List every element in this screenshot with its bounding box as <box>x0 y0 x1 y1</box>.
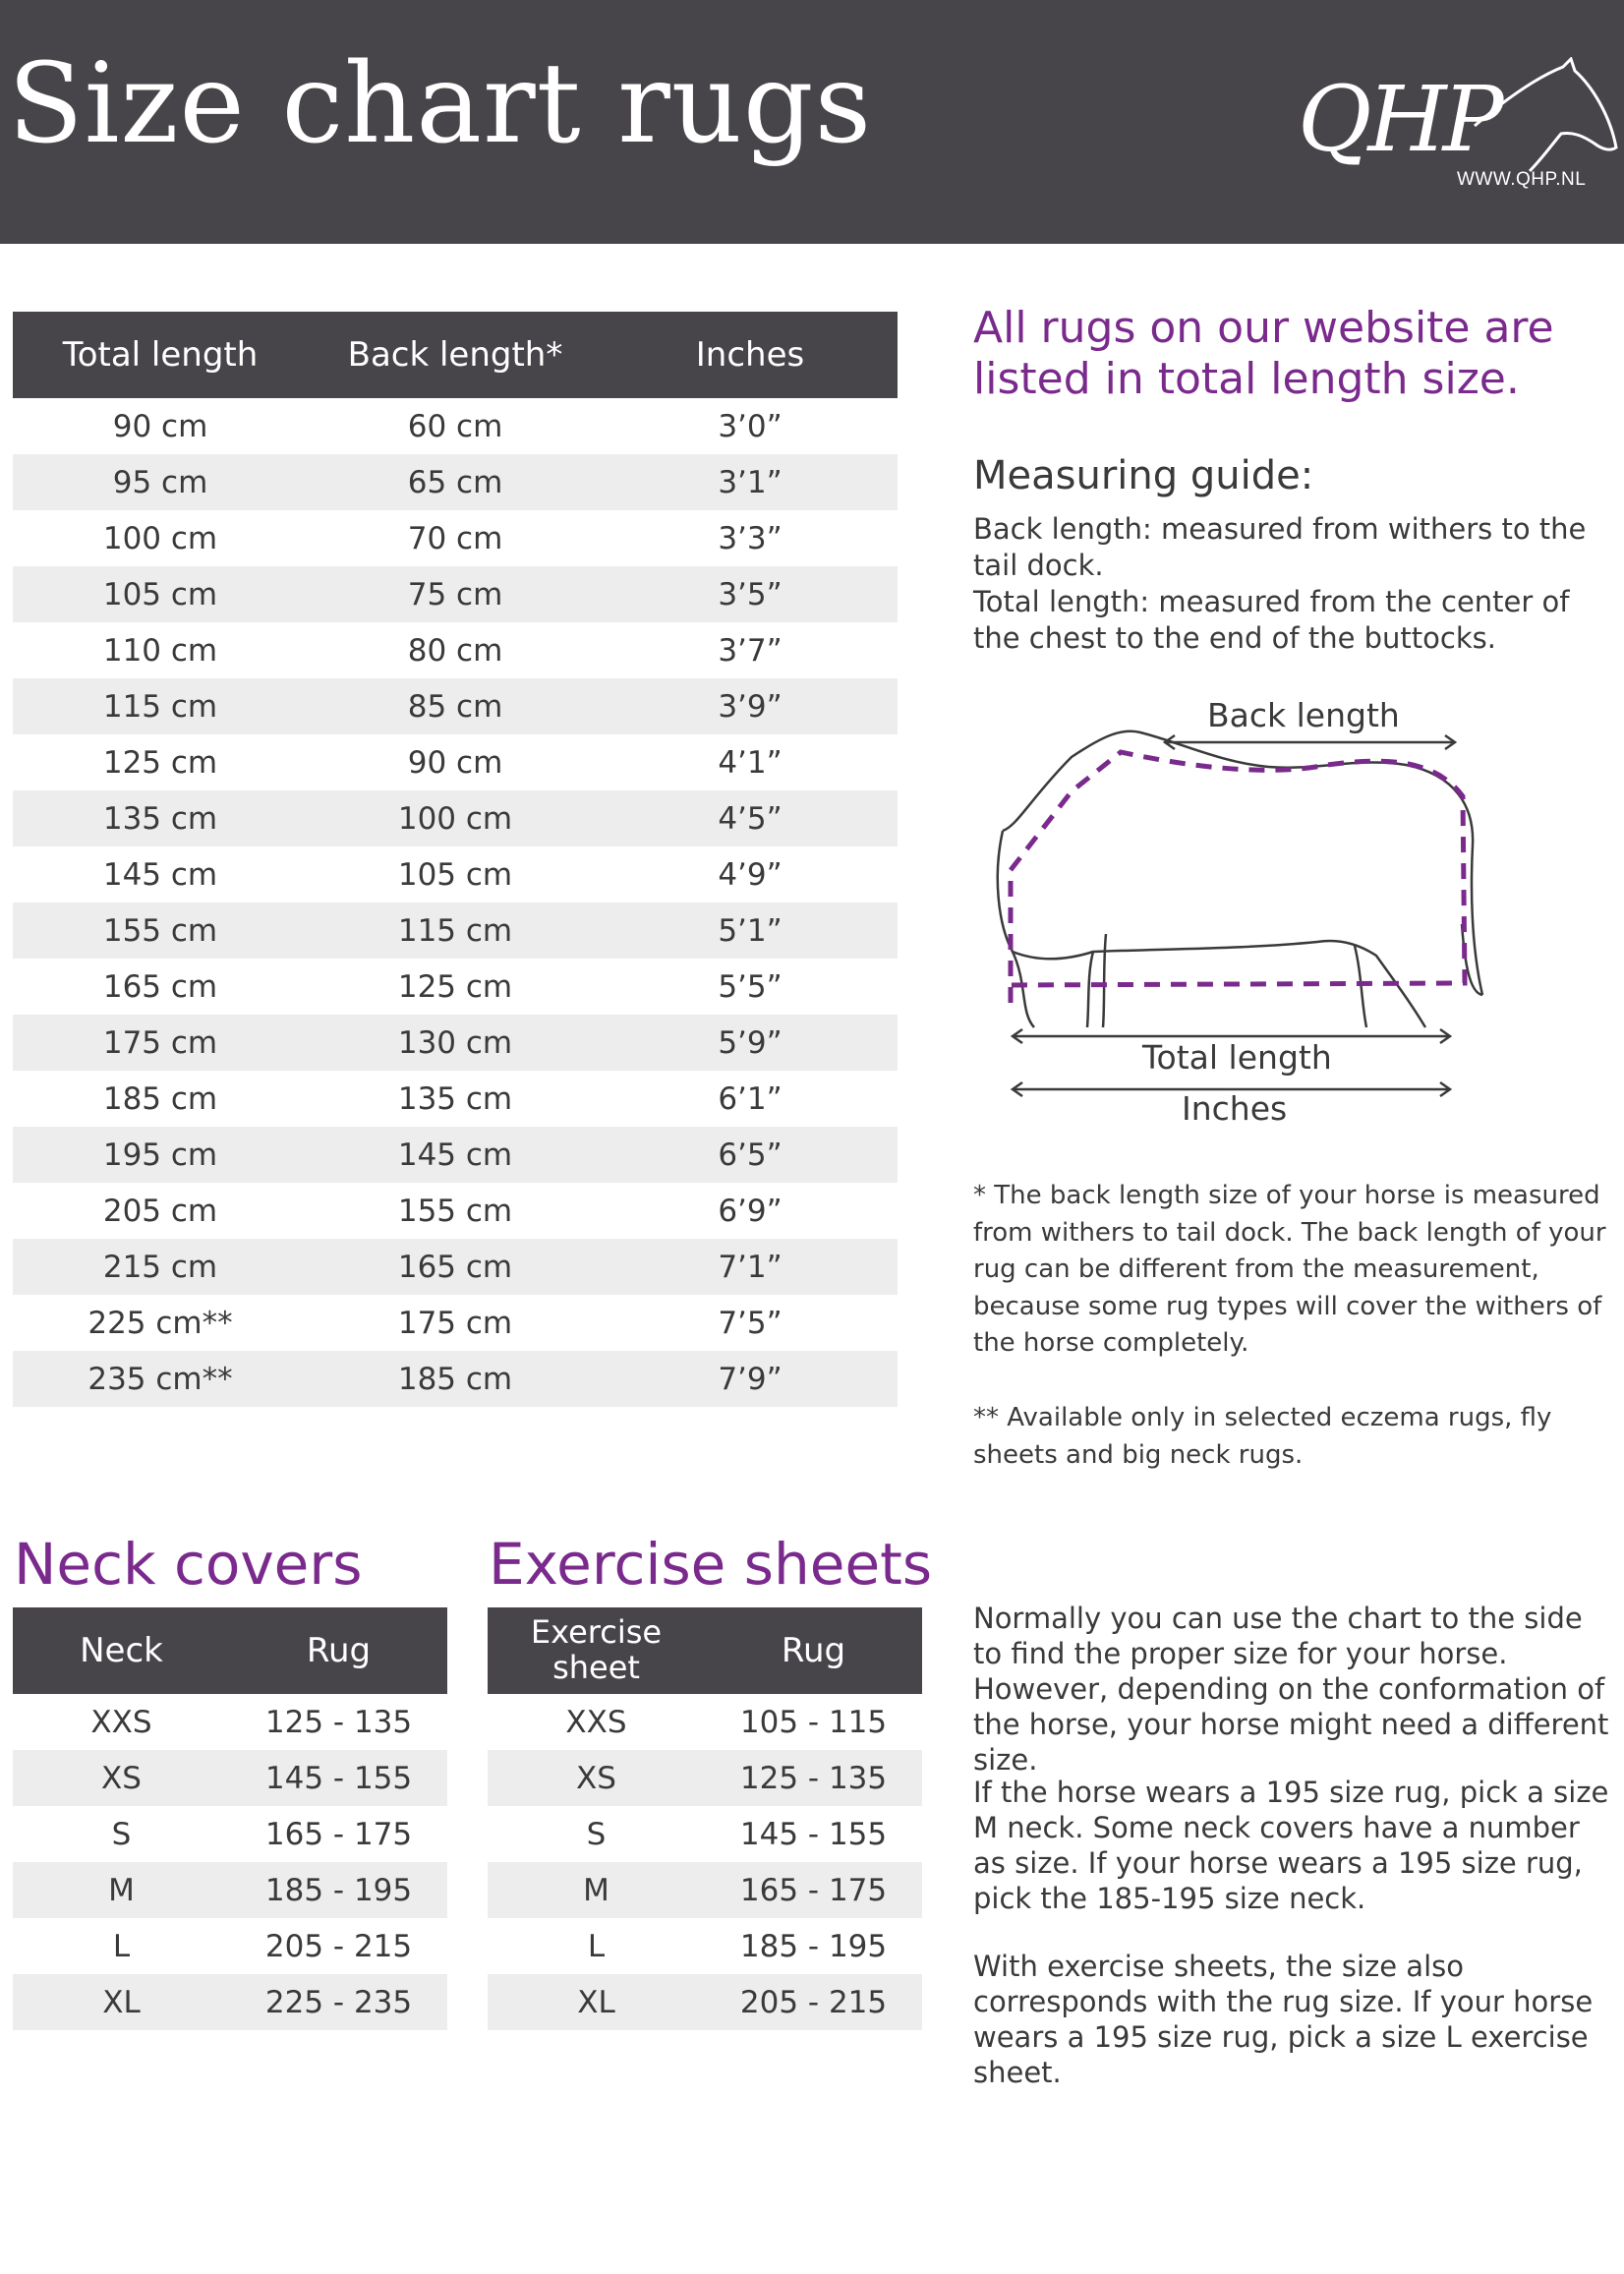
table-row <box>13 1974 447 2030</box>
rug-size-table <box>13 312 898 1407</box>
table-row <box>13 1750 447 1806</box>
table-cell: 3’1” <box>603 454 898 510</box>
table-cell: 205 - 215 <box>264 1928 413 1964</box>
table-row <box>488 1918 922 1974</box>
table-cell: 70 cm <box>407 520 503 556</box>
table-row <box>13 1918 447 1974</box>
table-cell: 110 cm <box>102 632 218 669</box>
table-cell: 175 cm <box>397 1305 513 1341</box>
header-rug: Rug <box>230 1607 447 1694</box>
website-size-note: All rugs on our website are listed in total length size. <box>973 303 1554 404</box>
table-cell: 165 - 175 <box>705 1862 922 1918</box>
table-cell: 125 cm <box>397 968 513 1005</box>
table-cell: 5’5” <box>718 968 783 1005</box>
table-cell: 235 cm** <box>13 1351 308 1407</box>
table-cell: M <box>488 1862 705 1918</box>
measuring-guide-text <box>973 511 1612 657</box>
table-cell: 165 cm <box>102 968 218 1005</box>
neck-covers-title: Neck covers <box>14 1531 363 1598</box>
horse-measuring-diagram <box>973 688 1484 1140</box>
table-cell: XXS <box>90 1704 152 1740</box>
table-cell: 80 cm <box>407 632 503 669</box>
table-cell: 155 cm <box>397 1193 513 1229</box>
table-cell: 145 - 155 <box>739 1816 888 1852</box>
table-cell: 100 cm <box>102 520 218 556</box>
availability-footnote-text: ** Available only in selected eczema rugs, fly sheets and big neck rugs. <box>973 1403 1552 1470</box>
guide-back-length: Back length: measured from withers to the tail dock. <box>973 512 1587 582</box>
table-cell: 65 cm <box>308 454 603 510</box>
table-row <box>13 790 898 846</box>
table-cell: 3’5” <box>603 566 898 622</box>
table-row <box>13 622 898 678</box>
diagram-inches-label: Inches <box>1182 1089 1288 1128</box>
table-row <box>13 454 898 510</box>
table-row <box>13 846 898 903</box>
table-cell: 145 - 155 <box>230 1750 447 1806</box>
table-header-row <box>13 312 898 398</box>
table-row <box>13 1351 898 1407</box>
header-neck: Neck <box>13 1607 230 1694</box>
table-row <box>13 1127 898 1183</box>
header-rug: Rug <box>705 1607 922 1694</box>
page-title: Size chart rugs <box>8 40 873 168</box>
table-row <box>13 959 898 1015</box>
table-cell: 185 - 195 <box>230 1862 447 1918</box>
exercise-sheets-table <box>488 1607 922 2030</box>
table-cell: 145 cm <box>102 856 218 893</box>
table-cell: 3’3” <box>718 520 783 556</box>
diagram-back-length-label: Back length <box>1207 696 1400 734</box>
table-cell: 130 cm <box>308 1015 603 1071</box>
table-row <box>13 1183 898 1239</box>
table-cell: 145 cm <box>308 1127 603 1183</box>
table-cell: 6’9” <box>718 1193 783 1229</box>
table-row <box>13 903 898 959</box>
table-row <box>13 1239 898 1295</box>
table-row <box>13 678 898 734</box>
table-cell: 185 cm <box>102 1080 218 1117</box>
table-cell: 115 cm <box>308 903 603 959</box>
qhp-logo <box>1298 57 1622 204</box>
table-cell: XL <box>13 1974 230 2030</box>
table-cell: 165 - 175 <box>264 1816 413 1852</box>
table-cell: M <box>13 1862 230 1918</box>
guide-total-length: Total length: measured from the center of the chest to the end of the buttocks. <box>973 585 1570 655</box>
table-row <box>13 1694 447 1750</box>
table-cell: 60 cm <box>407 408 503 444</box>
diagram-total-length-label: Total length <box>1142 1038 1332 1077</box>
table-cell: 205 - 215 <box>705 1974 922 2030</box>
table-cell: 75 cm <box>308 566 603 622</box>
table-row <box>13 1015 898 1071</box>
advice-neck <box>973 1775 1612 1916</box>
neck-covers-table <box>13 1607 447 2030</box>
table-cell: 155 cm <box>13 903 308 959</box>
table-cell: 3’7” <box>718 632 783 669</box>
advice-general-text: Normally you can use the chart to the side to find the proper size for your horse. However, depending on the conformation of the horse, your horse might need a different size. <box>973 1602 1609 1777</box>
table-row <box>488 1750 922 1806</box>
table-cell: 90 cm <box>112 408 208 444</box>
table-cell: 95 cm <box>13 454 308 510</box>
table-cell: L <box>587 1928 606 1964</box>
availability-footnote <box>973 1400 1612 1474</box>
table-cell: 105 cm <box>13 566 308 622</box>
table-row <box>13 1806 447 1862</box>
logo-url: WWW.QHP.NL <box>1457 169 1587 190</box>
advice-general <box>973 1601 1612 1778</box>
table-cell: XS <box>488 1750 705 1806</box>
table-cell: 90 cm <box>407 744 503 781</box>
header-exercise-sheet <box>488 1607 705 1694</box>
table-cell: 125 - 135 <box>264 1704 413 1740</box>
table-cell: 105 - 115 <box>739 1704 888 1740</box>
advice-exercise-text: With exercise sheets, the size also corresponds with the rug size. If your horse wears a 195 size rug, pick a size L exercise sheet. <box>973 1950 1594 2089</box>
back-length-footnote <box>973 1178 1612 1363</box>
table-cell: 185 cm <box>308 1351 603 1407</box>
advice-exercise <box>973 1949 1612 2090</box>
header-bar <box>0 0 1624 244</box>
table-row <box>488 1694 922 1750</box>
back-length-footnote-text: * The back length size of your horse is measured from withers to tail dock. The back length of your rug can be different from the measurement, because some rug types will cover the withers of the horse completely. <box>973 1181 1606 1358</box>
exercise-sheets-title: Exercise sheets <box>489 1531 933 1598</box>
measuring-guide-title: Measuring guide: <box>973 453 1314 498</box>
table-cell: L <box>112 1928 131 1964</box>
advice-neck-text: If the horse wears a 195 size rug, pick a size M neck. Some neck covers have a number as size. If your horse wears a 195 size rug, pick the 185-195 size neck. <box>973 1776 1609 1915</box>
table-row <box>488 1862 922 1918</box>
header-inches: Inches <box>603 312 898 398</box>
table-cell: S <box>586 1816 607 1852</box>
table-cell: 225 - 235 <box>230 1974 447 2030</box>
table-cell: 7’9” <box>603 1351 898 1407</box>
table-cell: 7’5” <box>718 1305 783 1341</box>
table-cell: 6’1” <box>718 1080 783 1117</box>
table-header-row <box>13 1607 447 1694</box>
table-cell: S <box>111 1816 132 1852</box>
table-cell: 165 cm <box>308 1239 603 1295</box>
table-cell: 195 cm <box>13 1127 308 1183</box>
table-cell: 4’9” <box>718 856 783 893</box>
table-cell: 105 cm <box>397 856 513 893</box>
table-cell: XS <box>13 1750 230 1806</box>
table-cell: 125 - 135 <box>705 1750 922 1806</box>
table-cell: XXS <box>565 1704 627 1740</box>
table-cell: 4’1” <box>718 744 783 781</box>
table-cell: 135 cm <box>397 1080 513 1117</box>
table-row <box>13 398 898 454</box>
table-row <box>13 566 898 622</box>
table-cell: 85 cm <box>308 678 603 734</box>
table-cell: 185 - 195 <box>739 1928 888 1964</box>
table-cell: 3’0” <box>718 408 783 444</box>
table-cell: XL <box>488 1974 705 2030</box>
table-cell: 6’5” <box>603 1127 898 1183</box>
table-row <box>13 1071 898 1127</box>
table-row <box>13 734 898 790</box>
table-row <box>13 1862 447 1918</box>
table-cell: 5’1” <box>603 903 898 959</box>
table-cell: 175 cm <box>13 1015 308 1071</box>
table-row <box>13 510 898 566</box>
table-cell: 100 cm <box>308 790 603 846</box>
header-total-length: Total length <box>13 312 308 398</box>
table-cell: 205 cm <box>102 1193 218 1229</box>
table-cell: 5’9” <box>603 1015 898 1071</box>
table-cell: 125 cm <box>102 744 218 781</box>
table-row <box>488 1974 922 2030</box>
table-cell: 215 cm <box>13 1239 308 1295</box>
table-row <box>13 1295 898 1351</box>
header-back-length: Back length* <box>308 312 603 398</box>
table-cell: 225 cm** <box>87 1305 233 1341</box>
header-exercise-sheet-label: Exercise sheet <box>530 1613 663 1686</box>
table-header-row <box>488 1607 922 1694</box>
table-cell: 3’9” <box>603 678 898 734</box>
table-cell: 4’5” <box>603 790 898 846</box>
table-row <box>488 1806 922 1862</box>
table-cell: 115 cm <box>13 678 308 734</box>
logo-text: QHP <box>1298 67 1500 172</box>
table-cell: 135 cm <box>13 790 308 846</box>
table-cell: 7’1” <box>603 1239 898 1295</box>
